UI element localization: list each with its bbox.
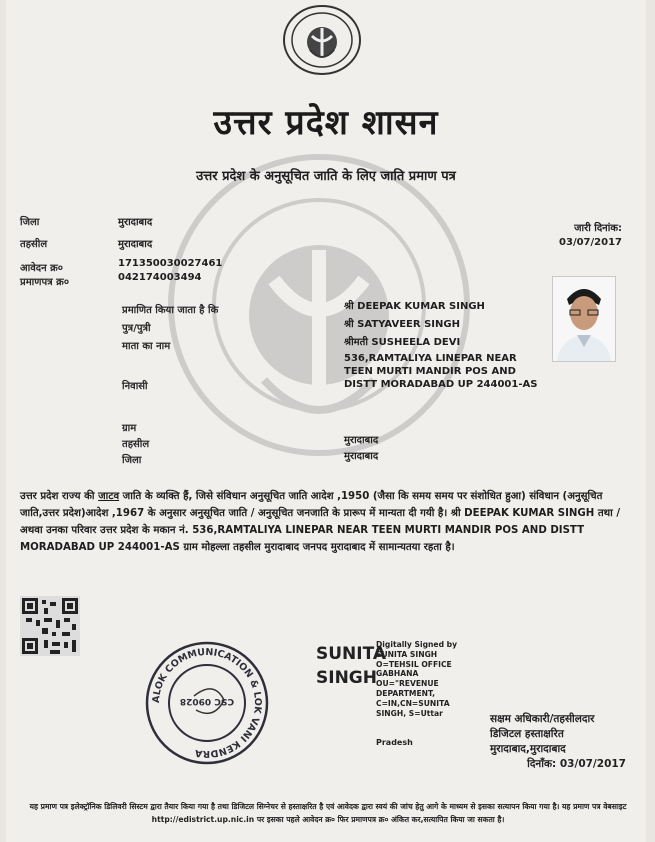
issue-date-block [559, 222, 622, 250]
authority-place: मुरादाबाद,मुरादाबाद [490, 743, 566, 755]
signature-details: Digitally Signed by SUNITA SINGH O=TEHSIL OFFICE GABHANA OU="REVENUE DEPARTMENT, C=IN,CN=SUNITA SINGH, S=Uttar [376, 640, 458, 718]
signer-name-line2: SINGH [316, 668, 377, 688]
person-tehsil-value: मुरादाबाद [344, 435, 379, 446]
stamp-code: CSC 09028 [179, 696, 235, 706]
tehsil-value: मुरादाबाद [118, 239, 153, 250]
certificate-page [6, 0, 646, 842]
mother-name: श्रीमती SUSHEELA DEVI [344, 337, 461, 348]
resident-label: निवासी [122, 381, 148, 392]
district-label: जिला [20, 217, 40, 228]
person-tehsil-label: तहसील [122, 439, 150, 450]
authority-title: सक्षम अधिकारी/तहसीलदार [490, 713, 595, 725]
applicant-name: श्री DEEPAK KUMAR SINGH [344, 301, 485, 312]
authority-digital: डिजिटल हस्ताक्षरित [490, 728, 564, 740]
applicant-photo [552, 276, 616, 362]
relation-label: पुत्र/पुत्री [122, 323, 151, 334]
authority-date: दिनाँक: 03/07/2017 [527, 758, 626, 770]
village-label: ग्राम [122, 423, 137, 434]
certificate-subtitle: उत्तर प्रदेश के अनुसूचित जाति के लिए जाति प्रमाण पत्र [196, 169, 456, 184]
father-name: श्री SATYAVEER SINGH [344, 319, 460, 330]
application-label: आवेदन क्र० [20, 263, 64, 274]
issue-date-label: जारी दिनांक: [574, 223, 622, 234]
body-text-2: जाति के व्यक्ति हैं, जिसे संविधान अनुसूचित जाति आदेश ,1950 (जैसा कि समय समय पर संशोधित हुआ) संविधान (अनुसूचित जाति,उत्तर प्रदेश)आदेश ,1967 के अनुसार अनुसूचित जाति / अनुसूचित जनजाति के प्रारूप में मान्यता दी गयी है। श्री DEEPAK KUMAR SINGH तथा / अथवा उनका परिवार उत्तर प्रदेश के मकान नं. 536,RAMTALIYA LINEPAR NEAR TEEN MURTI MANDIR POS AND DISTT MORADABAD UP 244001-AS ग्राम मोहल्ला तहसील मुरादाबाद जनपद मुरादाबाद में सामान्यतया रहता है। [20, 491, 621, 553]
person-district-label: जिला [122, 455, 142, 466]
certificate-body [20, 488, 630, 556]
body-text-1: उत्तर प्रदेश राज्य की [20, 491, 95, 502]
round-stamp-icon [144, 640, 270, 766]
up-emblem-icon [282, 4, 362, 76]
application-number: 171350030027461 [118, 258, 223, 269]
person-photo-icon [553, 277, 615, 361]
mother-label: माता का नाम [122, 341, 171, 352]
district-value: मुरादाबाद [118, 217, 153, 228]
signer-name-line1: SUNITA [316, 644, 387, 664]
tehsil-label: तहसील [20, 239, 48, 250]
certificate-label: प्रमाणपत्र क्र० [20, 277, 70, 288]
footer-note: यह प्रमाण पत्र इलेक्ट्रॉनिक डिलिवरी सिस्टम द्वारा तैयार किया गया है तथा डिजिटल सिग्नेचर से हस्ताक्षरित है एवं आवेदक द्वारा स्वयं की जांच हेतु आगे के माध्यम से इसका सत्यापन किया गया है। यह प्रमाण पत्र वेबसाइट http://edistrict.up.nic.in पर इसका पहले आवेदन क्र० फिर प्रमाणपत्र क्र० अंकित कर,सत्यापित किया जा सकता है। [29, 802, 627, 824]
caste-name: जाटव [98, 491, 120, 502]
certificate-number: 042174003494 [118, 272, 202, 283]
signature-state: Pradesh [376, 738, 413, 747]
page-title: उत्तर प्रदेश शासन [213, 103, 439, 143]
applicant-address: 536,RAMTALIYA LINEPAR NEAR TEEN MURTI MANDIR POS AND DISTT MORADABAD UP 244001-AS [344, 353, 538, 390]
certify-label: प्रमाणित किया जाता है कि [122, 305, 219, 316]
stamp-text: ALOK COMMUNICATION & LOK VANI KENDRA [150, 646, 264, 760]
person-district-value: मुरादाबाद [344, 451, 379, 462]
issue-date: 03/07/2017 [559, 237, 622, 248]
authority-block [490, 712, 632, 772]
qr-code-icon [20, 596, 80, 656]
